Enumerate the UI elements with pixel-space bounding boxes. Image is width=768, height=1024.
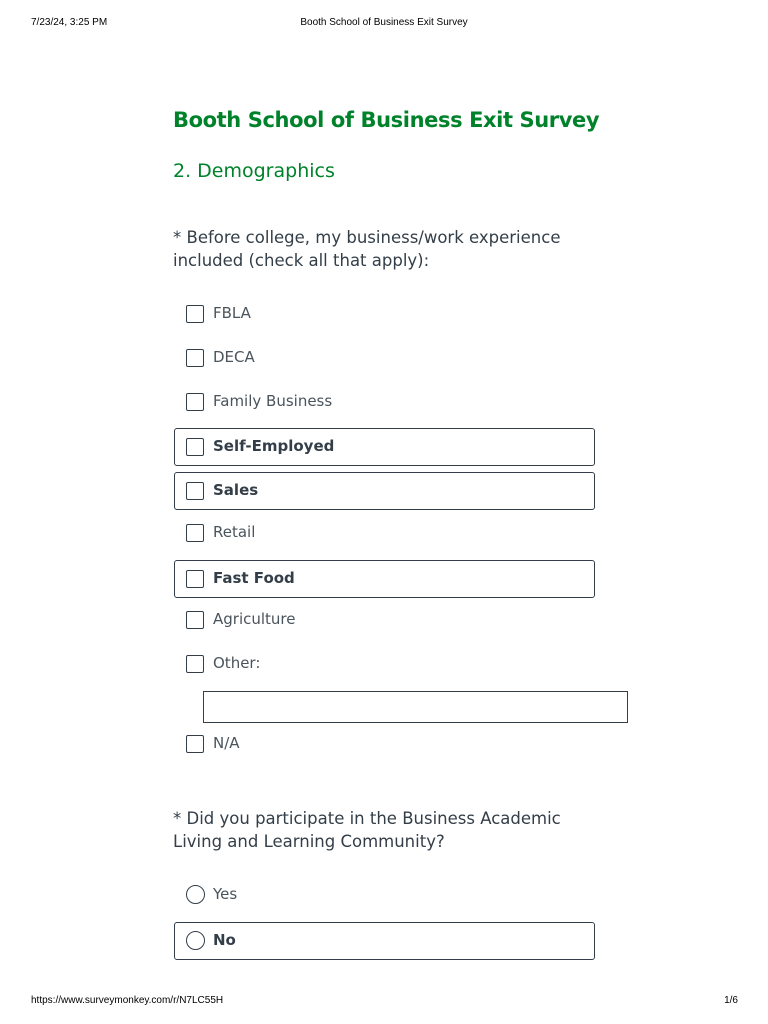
choice-label: Sales <box>213 481 259 499</box>
checkbox-icon[interactable] <box>186 735 204 753</box>
choice-fbla[interactable] <box>174 295 595 333</box>
checkbox-icon[interactable] <box>186 438 204 456</box>
choice-label: FBLA <box>213 304 251 322</box>
checkbox-icon[interactable] <box>186 524 204 542</box>
page-title: 2. Demographics <box>173 160 335 182</box>
print-header <box>0 17 768 31</box>
choice-label: DECA <box>213 348 255 366</box>
choice-label: N/A <box>213 734 240 752</box>
choice-label: Family Business <box>213 392 333 410</box>
print-footer <box>0 995 768 1009</box>
print-doc-title: Booth School of Business Exit Survey <box>300 17 468 28</box>
choice-self-employed[interactable] <box>174 428 595 466</box>
choice-yes[interactable] <box>174 876 595 914</box>
choice-no[interactable] <box>174 922 595 960</box>
choice-na[interactable] <box>174 725 595 763</box>
checkbox-icon[interactable] <box>186 349 204 367</box>
checkbox-icon[interactable] <box>186 482 204 500</box>
choice-family-business[interactable] <box>174 383 595 421</box>
choice-label: No <box>213 931 236 949</box>
checkbox-icon[interactable] <box>186 305 204 323</box>
choice-label: Retail <box>213 523 256 541</box>
choice-label: Self-Employed <box>213 437 335 455</box>
checkbox-icon[interactable] <box>186 393 204 411</box>
choice-label: Fast Food <box>213 569 295 587</box>
other-text-input[interactable] <box>203 691 628 723</box>
choice-label: Yes <box>213 885 238 903</box>
survey-title: Booth School of Business Exit Survey <box>173 108 600 132</box>
choice-sales[interactable] <box>174 472 595 510</box>
checkbox-icon[interactable] <box>186 570 204 588</box>
radio-icon[interactable] <box>186 931 205 950</box>
choice-fast-food[interactable] <box>174 560 595 598</box>
checkbox-icon[interactable] <box>186 655 204 673</box>
print-page-indicator: 1/6 <box>724 995 738 1006</box>
question-1-text: * Before college, my business/work experience included (check all that apply): <box>173 228 561 270</box>
radio-icon[interactable] <box>186 885 205 904</box>
question-2-text: * Did you participate in the Business Academic Living and Learning Community? <box>173 809 561 851</box>
choice-retail[interactable] <box>174 514 595 552</box>
choice-deca[interactable] <box>174 339 595 377</box>
choice-label: Agriculture <box>213 610 296 628</box>
print-url: https://www.surveymonkey.com/r/N7LC55H <box>31 995 224 1006</box>
choice-label: Other: <box>213 654 261 672</box>
choice-agriculture[interactable] <box>174 601 595 639</box>
choice-other[interactable] <box>174 645 595 683</box>
checkbox-icon[interactable] <box>186 611 204 629</box>
print-datetime: 7/23/24, 3:25 PM <box>31 17 108 28</box>
